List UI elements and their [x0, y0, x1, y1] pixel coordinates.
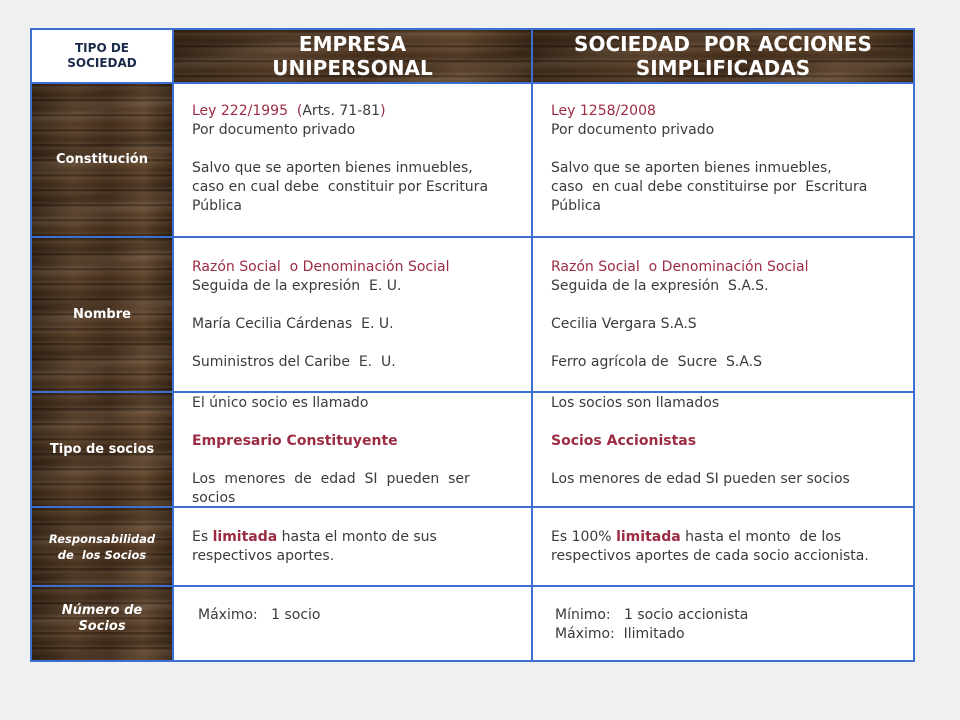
text-line: Seguida de la expresión E. U. [192, 278, 402, 294]
paren-close: ) [380, 103, 386, 119]
text-line: caso en cual debe constituirse por Escritura [551, 179, 868, 195]
partner-role: Socios Accionistas [551, 433, 697, 449]
text-fragment: hasta el monto de sus [277, 529, 437, 545]
text-line: Salvo que se aporten bienes inmuebles, [551, 160, 832, 176]
text-line: Los menores de edad SI pueden ser [192, 471, 470, 487]
liability-line [551, 528, 911, 547]
header-col-sas [533, 30, 913, 82]
header-sas-line1: SOCIEDAD POR ACCIONES [574, 32, 872, 56]
row-label-text: Nombre [73, 306, 131, 322]
example-name: Cecilia Vergara S.A.S [551, 316, 697, 332]
row-label-line1: Responsabilidad [48, 531, 156, 546]
example-name: María Cecilia Cárdenas E. U. [192, 316, 394, 332]
row-label-text: Constitución [56, 152, 148, 167]
header-col-empresa [174, 30, 531, 82]
row-label-constitucion [32, 84, 172, 236]
header-empresa-line2: UNIPERSONAL [272, 56, 433, 80]
row-label-line1: Número de [61, 603, 143, 618]
text-fragment: Es 100% [551, 529, 617, 545]
text-line: socios [192, 490, 236, 506]
partner-role: Empresario Constituyente [192, 433, 398, 449]
corner-label-line1: TIPO DE [75, 41, 129, 55]
doc-line: Por documento privado [192, 122, 356, 138]
constitucion-empresa-cell [174, 84, 531, 236]
max-partners: Máximo: Ilimitado [555, 626, 685, 642]
liability-line [192, 528, 529, 547]
text-line: El único socio es llamado [192, 395, 369, 411]
text-line: Los menores de edad SI pueden ser socios [551, 471, 850, 487]
responsabilidad-empresa-cell [174, 508, 531, 585]
tipo-socios-empresa-cell [174, 393, 531, 506]
text-line: Pública [551, 198, 602, 214]
numero-sas-cell [533, 587, 913, 660]
paren-open: ( [296, 103, 303, 119]
row-label-nombre [32, 238, 172, 391]
text-line: Seguida de la expresión S.A.S. [551, 278, 769, 294]
law-ref: Ley 1258/2008 [551, 103, 656, 119]
row-label-line2: Socios [78, 619, 126, 634]
row-label-text: Tipo de socios [49, 441, 155, 457]
comparison-table [30, 28, 915, 662]
text-fragment: Es [192, 529, 213, 545]
nombre-sas-cell [533, 238, 913, 391]
header-corner-cell [32, 30, 172, 82]
text-line: respectivos aportes. [192, 548, 335, 564]
max-partners: Máximo: 1 socio [198, 607, 321, 623]
articles-ref: Arts. 71-81 [302, 103, 381, 119]
text-line: respectivos aportes de cada socio accionista. [551, 548, 869, 564]
row-label-numero-socios [32, 587, 172, 660]
numero-empresa-cell [174, 587, 531, 660]
responsabilidad-sas-cell [533, 508, 913, 585]
constitucion-sas-cell [533, 84, 913, 236]
corner-label-line2: SOCIEDAD [67, 56, 137, 70]
law-line [192, 102, 529, 121]
row-label-responsabilidad [32, 508, 172, 585]
nombre-empresa-cell [174, 238, 531, 391]
row-label-line2: de los Socios [57, 547, 147, 562]
example-name: Suministros del Caribe E. U. [192, 354, 396, 370]
header-sas-line2: SIMPLIFICADAS [635, 56, 811, 80]
name-type-title: Razón Social o Denominación Social [551, 259, 809, 275]
example-name: Ferro agrícola de Sucre S.A.S [551, 354, 762, 370]
text-line: Salvo que se aporten bienes inmuebles, [192, 160, 473, 176]
liability-keyword: limitada [616, 529, 681, 545]
header-empresa-line1: EMPRESA [298, 32, 407, 56]
text-line: caso en cual debe constituir por Escritura [192, 179, 489, 195]
tipo-socios-sas-cell [533, 393, 913, 506]
name-type-title: Razón Social o Denominación Social [192, 259, 450, 275]
doc-line: Por documento privado [551, 122, 715, 138]
min-partners: Mínimo: 1 socio accionista [555, 607, 749, 623]
text-line: Pública [192, 198, 243, 214]
law-ref: Ley 222/1995 [192, 103, 288, 119]
text-line: Los socios son llamados [551, 395, 720, 411]
liability-keyword: limitada [212, 529, 278, 545]
text-fragment: hasta el monto de los [680, 529, 842, 545]
row-label-tipo-socios [32, 393, 172, 506]
